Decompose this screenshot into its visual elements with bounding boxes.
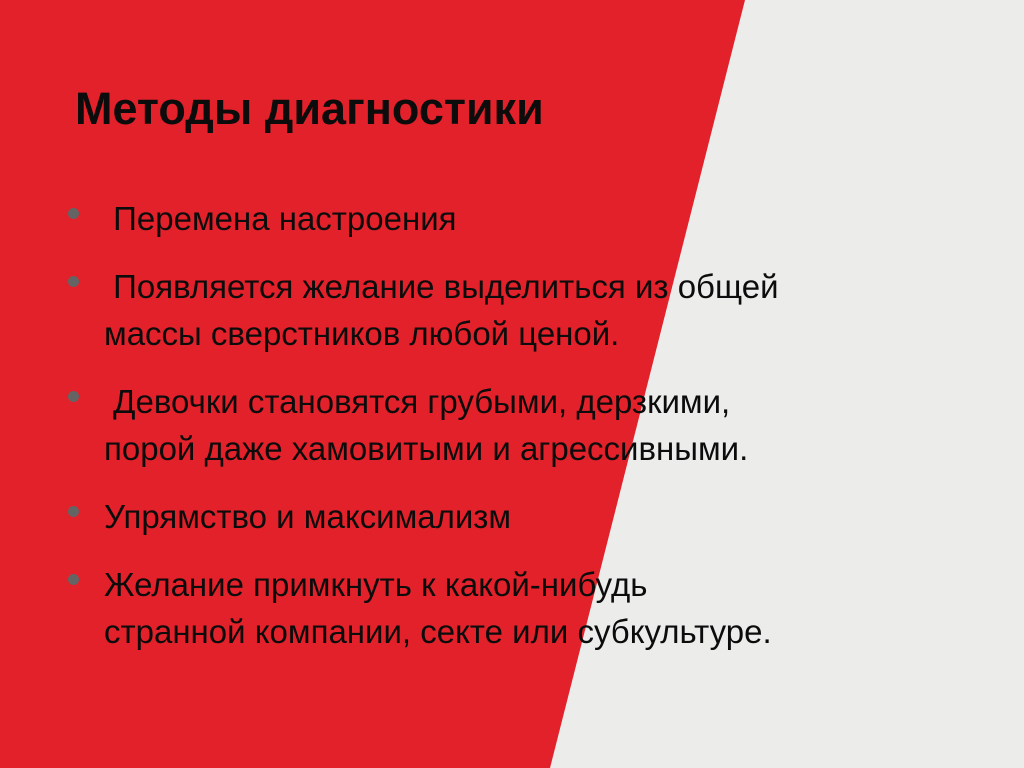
bullet-text-line: Девочки становятся грубыми, дерзкими, xyxy=(104,383,731,420)
bullet-text-line: порой даже хамовитыми и агрессивными. xyxy=(104,430,749,467)
bullet-text-line: Желание примкнуть к какой-нибудь xyxy=(104,566,648,603)
list-item xyxy=(68,561,968,655)
bullet-icon xyxy=(68,506,79,517)
bullet-text-line: Упрямство и максимализм xyxy=(104,498,512,535)
bullet-text-line: Перемена настроения xyxy=(104,200,457,237)
bullet-text-line: странной компании, секте или субкультуре. xyxy=(104,613,772,650)
list-item xyxy=(68,378,968,472)
bullet-text-line: массы сверстников любой ценой. xyxy=(104,315,620,352)
bullet-icon xyxy=(68,574,79,585)
list-item xyxy=(68,195,968,242)
bullet-text-line: Появляется желание выделиться из общей xyxy=(104,268,779,305)
bullet-icon xyxy=(68,276,79,287)
slide-title: Методы диагностики xyxy=(75,83,544,134)
bullet-icon xyxy=(68,391,79,402)
bullet-icon xyxy=(68,208,79,219)
bullet-list xyxy=(68,195,968,676)
list-item xyxy=(68,263,968,357)
list-item xyxy=(68,493,968,540)
